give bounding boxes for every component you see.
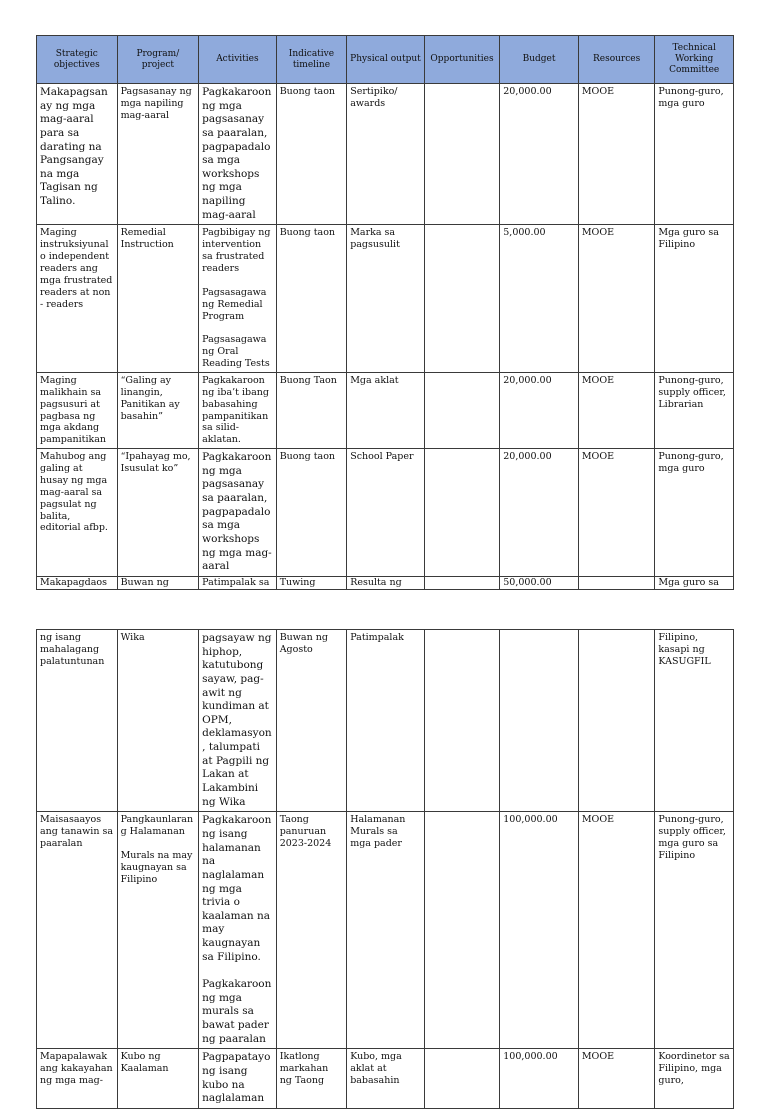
header-physical-output: Physical output <box>347 36 425 84</box>
cell-timeline: Buong Taon <box>276 372 347 448</box>
header-activities: Activities <box>199 36 277 84</box>
cell-activities: Pagkakaroon ng mga pagsasanay sa paaralan, pagpapadalo sa mga workshops ng mga napiling mag-aaral <box>199 84 277 225</box>
cell-output: Halamanan Murals sa mga pader <box>347 812 425 1049</box>
cell-budget: 100,000.00 <box>500 1049 579 1109</box>
cell-activities: pagsayaw ng hiphop, katutubong sayaw, pag-awit ng kundiman at OPM, deklamasyon, talumpati at Pagpili ng Lakan at Lakambini ng Wika <box>199 630 277 812</box>
table-row <box>37 225 734 373</box>
plan-table-page-2 <box>36 629 734 1109</box>
cell-opportunities <box>424 1049 500 1109</box>
cell-resources: MOOE <box>578 372 655 448</box>
cell-activities: Pagkakaroon ng iba’t ibang babasahing pampanitikan sa silid-aklatan. <box>199 372 277 448</box>
cell-opportunities <box>424 812 500 1049</box>
cell-resources: MOOE <box>578 225 655 373</box>
cell-committee: Punong-guro, supply officer, mga guro sa Filipino <box>655 812 734 1049</box>
cell-objective: Maisasaayos ang tanawin sa paaralan <box>37 812 118 1049</box>
cell-committee: Filipino, kasapi ng KASUGFIL <box>655 630 734 812</box>
cell-budget: 50,000.00 <box>500 576 579 589</box>
cell-timeline: Taong panuruan 2023-2024 <box>276 812 347 1049</box>
cell-opportunities <box>424 84 500 225</box>
cell-committee: Mga guro sa <box>655 576 734 589</box>
cell-opportunities <box>424 225 500 373</box>
cell-program: Buwan ng <box>117 576 199 589</box>
table-row <box>37 576 734 589</box>
table-row <box>37 372 734 448</box>
cell-objective: Makapagsanay ng mga mag-aaral para sa darating na Pangsangay na mga Tagisan ng Talino. <box>37 84 118 225</box>
table-row <box>37 84 734 225</box>
cell-resources: MOOE <box>578 1049 655 1109</box>
header-budget: Budget <box>500 36 579 84</box>
cell-output: Mga aklat <box>347 372 425 448</box>
cell-timeline: Buong taon <box>276 225 347 373</box>
header-opportunities: Opportunities <box>424 36 500 84</box>
cell-committee: Punong-guro, mga guro <box>655 84 734 225</box>
cell-timeline: Buwan ng Agosto <box>276 630 347 812</box>
header-resources: Resources <box>578 36 655 84</box>
cell-output: Resulta ng <box>347 576 425 589</box>
cell-opportunities <box>424 630 500 812</box>
cell-opportunities <box>424 576 500 589</box>
cell-objective: Makapagdaos <box>37 576 118 589</box>
cell-budget <box>500 630 579 812</box>
cell-activities: Patimpalak sa <box>199 576 277 589</box>
cell-program: Pagsasanay ng mga napiling mag-aaral <box>117 84 199 225</box>
cell-opportunities <box>424 449 500 577</box>
cell-resources: MOOE <box>578 449 655 577</box>
cell-program: Remedial Instruction <box>117 225 199 373</box>
cell-timeline: Buong taon <box>276 84 347 225</box>
cell-resources: MOOE <box>578 84 655 225</box>
cell-committee: Mga guro sa Filipino <box>655 225 734 373</box>
cell-output: Kubo, mga aklat at babasahin <box>347 1049 425 1109</box>
cell-objective: ng isang mahalagang palatuntunan <box>37 630 118 812</box>
cell-timeline: Ikatlong markahan ng Taong <box>276 1049 347 1109</box>
cell-output: Sertipiko/ awards <box>347 84 425 225</box>
cell-activities: Pagpapatayo ng isang kubo na naglalaman <box>199 1049 277 1109</box>
cell-activities: Pagbibigay ng intervention sa frustrated readers Pagsasagawa ng Remedial Program Pagsasagawa ng Oral Reading Tests <box>199 225 277 373</box>
cell-timeline: Buong taon <box>276 449 347 577</box>
cell-opportunities <box>424 372 500 448</box>
cell-program: “Ipahayag mo, Isusulat ko” <box>117 449 199 577</box>
cell-budget: 20,000.00 <box>500 449 579 577</box>
cell-resources <box>578 630 655 812</box>
cell-program: Kubo ng Kaalaman <box>117 1049 199 1109</box>
cell-resources <box>578 576 655 589</box>
header-indicative-timeline: Indicative timeline <box>276 36 347 84</box>
cell-output: School Paper <box>347 449 425 577</box>
header-row <box>37 36 734 84</box>
table-row <box>37 1049 734 1109</box>
cell-activities: Pagkakaroon ng isang halamanan na naglalaman ng mga trivia o kaalaman na may kaugnayan sa Filipino. Pagkakaroon ng mga murals sa bawat pader ng paaralan <box>199 812 277 1049</box>
cell-activities: Pagkakaroon ng mga pagsasanay sa paaralan, pagpapadalo sa mga workshops ng mga mag-aaral <box>199 449 277 577</box>
cell-objective: Mahubog ang galing at husay ng mga mag-aaral sa pagsulat ng balita, editorial afbp. <box>37 449 118 577</box>
cell-timeline: Tuwing <box>276 576 347 589</box>
table-row <box>37 630 734 812</box>
cell-budget: 100,000.00 <box>500 812 579 1049</box>
table-row <box>37 449 734 577</box>
cell-program: Wika <box>117 630 199 812</box>
header-strategic-objectives: Strategic objectives <box>37 36 118 84</box>
cell-objective: Maging instruksiyunal o independent readers ang mga frustrated readers at non - readers <box>37 225 118 373</box>
cell-output: Marka sa pagsusulit <box>347 225 425 373</box>
cell-budget: 20,000.00 <box>500 372 579 448</box>
header-program-project: Program/ project <box>117 36 199 84</box>
cell-objective: Maging malikhain sa pagsusuri at pagbasa ng mga akdang pampanitikan <box>37 372 118 448</box>
cell-program: “Galing ay linangin, Panitikan ay basahin” <box>117 372 199 448</box>
cell-committee: Punong-guro, mga guro <box>655 449 734 577</box>
plan-table-page-1 <box>36 35 734 590</box>
table-row <box>37 812 734 1049</box>
cell-program: Pangkaunlaran g Halamanan Murals na may kaugnayan sa Filipino <box>117 812 199 1049</box>
cell-committee: Koordinetor sa Filipino, mga guro, <box>655 1049 734 1109</box>
cell-resources: MOOE <box>578 812 655 1049</box>
header-technical-working-committee: Technical Working Committee <box>655 36 734 84</box>
cell-budget: 20,000.00 <box>500 84 579 225</box>
cell-budget: 5,000.00 <box>500 225 579 373</box>
cell-output: Patimpalak <box>347 630 425 812</box>
cell-committee: Punong-guro, supply officer, Librarian <box>655 372 734 448</box>
cell-objective: Mapapalawak ang kakayahan ng mga mag- <box>37 1049 118 1109</box>
